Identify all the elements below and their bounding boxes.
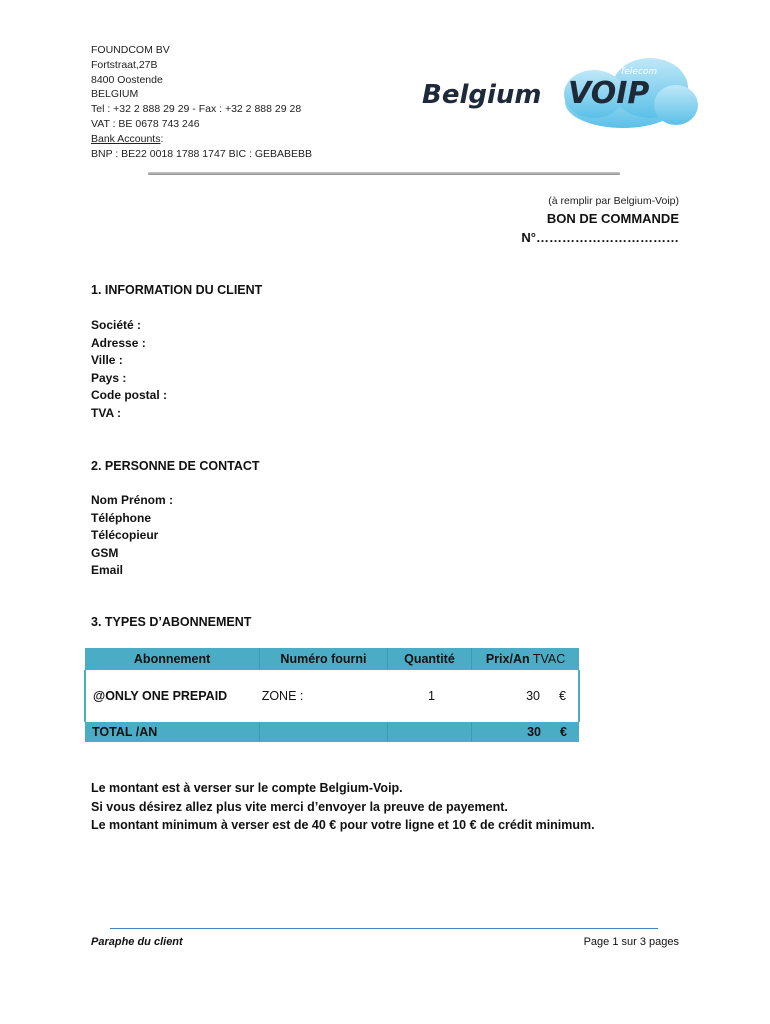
field-label-adresse: Adresse : xyxy=(91,335,146,350)
total-currency: € xyxy=(560,725,567,739)
fill-note: (à remplir par Belgium-Voip) xyxy=(548,195,679,207)
bank-accounts-colon: : xyxy=(160,132,164,145)
total-row xyxy=(85,722,579,742)
header-quantity: Quantité xyxy=(387,648,471,670)
row-subscription: @ONLY ONE PREPAID xyxy=(85,670,260,722)
logo-word-voip: VOIP xyxy=(568,76,650,111)
company-vat: VAT : BE 0678 743 246 xyxy=(91,117,200,130)
header-divider xyxy=(148,172,620,175)
company-name: FOUNDCOM BV xyxy=(91,44,170,56)
company-address-block xyxy=(91,43,312,161)
payment-note-1: Le montant est à verser sur le compte Belgium-Voip. xyxy=(91,781,403,795)
total-label: TOTAL /AN xyxy=(85,722,260,742)
field-label-tva: TVA : xyxy=(91,405,121,420)
company-country: BELGIUM xyxy=(91,88,139,101)
total-empty-quantity xyxy=(387,722,471,742)
bank-accounts-label: Bank Accounts xyxy=(91,132,161,145)
header-number: Numéro fourni xyxy=(260,648,388,670)
header-price xyxy=(472,648,579,670)
field-label-societe: Société : xyxy=(91,318,142,332)
section-contact-title: 2. PERSONNE DE CONTACT xyxy=(91,459,260,473)
field-label-ville: Ville : xyxy=(91,353,123,367)
logo-tagline: Telecom xyxy=(620,67,658,77)
company-bank: BNP : BE22 0018 1788 1747 BIC : GEBABEBB xyxy=(91,147,313,160)
client-initials-label: Paraphe du client xyxy=(91,936,183,948)
contact-fields xyxy=(91,492,173,580)
header-price-suffix: TVAC xyxy=(529,652,566,666)
field-label-code-postal: Code postal : xyxy=(91,388,168,402)
subscription-table-header xyxy=(85,648,579,670)
company-bank-heading xyxy=(91,132,312,147)
total-empty-number xyxy=(260,722,388,742)
section-client-info-title: 1. INFORMATION DU CLIENT xyxy=(91,283,263,297)
footer-divider xyxy=(110,928,658,929)
field-label-telephone: Téléphone xyxy=(91,510,152,525)
payment-note-2: Si vous désirez allez plus vite merci d’envoyer la preuve de payement. xyxy=(91,799,508,814)
row-price: 30 xyxy=(526,689,540,703)
company-street: Fortstraat,27B xyxy=(91,58,158,71)
page-number: Page 1 sur 3 pages xyxy=(583,936,679,948)
row-quantity: 1 xyxy=(427,689,435,703)
section-subscription-title: 3. TYPES D’ABONNEMENT xyxy=(91,615,252,629)
payment-note-3: Le montant minimum à verser est de 40 € pour votre ligne et 10 € de crédit minimum. xyxy=(91,818,595,832)
client-info-fields xyxy=(91,317,167,422)
header-price-label: Prix/An xyxy=(485,652,530,666)
field-label-pays: Pays : xyxy=(91,370,127,385)
field-label-email: Email xyxy=(91,563,124,577)
belgium-voip-logo xyxy=(418,50,703,140)
field-label-nom-prenom: Nom Prénom : xyxy=(91,493,174,507)
company-phone-fax: Tel : +32 2 888 29 29 - Fax : +32 2 888 29 28 xyxy=(91,103,302,116)
header-subscription: Abonnement xyxy=(85,648,260,670)
company-city: 8400 Oostende xyxy=(91,73,163,86)
table-row xyxy=(85,670,579,722)
field-label-telecopieur: Télécopieur xyxy=(91,528,159,542)
order-number: N°…………………………… xyxy=(521,230,679,245)
row-price-cell xyxy=(472,670,579,722)
payment-notes xyxy=(91,779,595,835)
logo-word-belgium: Belgium xyxy=(422,80,542,110)
total-price-cell xyxy=(472,722,579,742)
total-value: 30 xyxy=(527,725,541,739)
subscription-table xyxy=(84,648,580,742)
field-label-gsm: GSM xyxy=(91,545,119,560)
row-number: ZONE : xyxy=(261,689,304,703)
row-currency: € xyxy=(559,689,566,703)
order-title: BON DE COMMANDE xyxy=(546,211,679,226)
